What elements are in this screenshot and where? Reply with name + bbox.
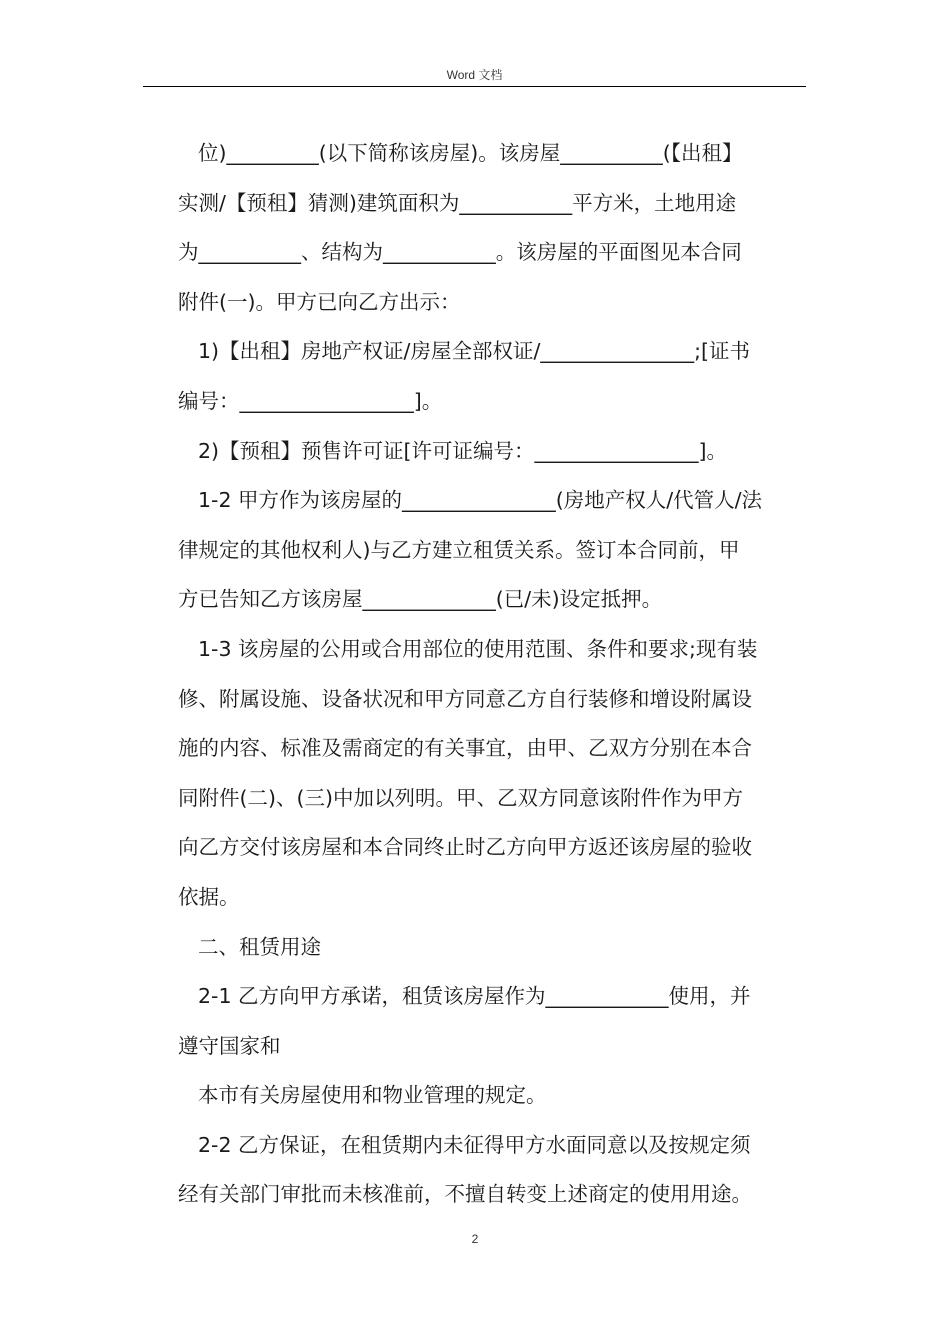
text-line: 位)_________(以下简称该房屋)。该房屋__________(【出租】 xyxy=(198,141,743,165)
text-line: 2)【预租】预售许可证[许可证编号：________________]。 xyxy=(198,438,728,463)
text-line: 施的内容、标准及需商定的有关事宜，由甲、乙双方分别在本合 xyxy=(178,736,752,761)
text-line: 同附件(二)、(三)中加以列明。甲、乙双方同意该附件作为甲方 xyxy=(178,785,743,810)
text-line: 方已告知乙方该房屋_____________(已/未)设定抵押。 xyxy=(178,587,663,612)
text-line: 遵守国家和 xyxy=(178,1033,281,1058)
text-line: 依据。 xyxy=(178,884,240,909)
text-line: 律规定的其他权利人)与乙方建立租赁关系。签订本合同前，甲 xyxy=(178,537,740,562)
text-line: 1-3 该房屋的公用或合用部位的使用范围、条件和要求;现有装 xyxy=(198,636,758,661)
text-line: 修、附属设施、设备状况和甲方同意乙方自行装修和增设附属设 xyxy=(178,686,752,711)
text-line: 1)【出租】房地产权证/房屋全部权证/_______________;[证书 xyxy=(198,339,751,364)
section-heading: 二、租赁用途 xyxy=(198,934,321,959)
document-header: Word 文档 xyxy=(446,68,503,82)
text-line: 经有关部门审批而未核准前，不擅自转变上述商定的使用用途。 xyxy=(178,1182,752,1207)
text-line: 实测/【预租】猜测)建筑面积为___________平方米，土地用途 xyxy=(178,190,737,215)
text-line: 2-2 乙方保证，在租赁期内未征得甲方水面同意以及按规定须 xyxy=(198,1132,751,1157)
text-line: 本市有关房屋使用和物业管理的规定。 xyxy=(198,1083,547,1108)
text-line: 编号：_________________]。 xyxy=(178,388,443,413)
text-line: 附件(一)。甲方已向乙方出示： xyxy=(178,289,461,314)
text-line: 为__________、结构为___________。该房屋的平面图见本合同 xyxy=(178,240,742,265)
header-rule xyxy=(143,86,806,87)
page-number: 2 xyxy=(471,1232,479,1246)
text-line: 1-2 甲方作为该房屋的_______________(房地产权人/代管人/法 xyxy=(198,488,763,513)
text-line: 向乙方交付该房屋和本合同终止时乙方向甲方返还该房屋的验收 xyxy=(178,835,752,860)
document-body xyxy=(178,129,806,1220)
text-line: 2-1 乙方向甲方承诺，租赁该房屋作为____________使用，并 xyxy=(198,984,751,1009)
